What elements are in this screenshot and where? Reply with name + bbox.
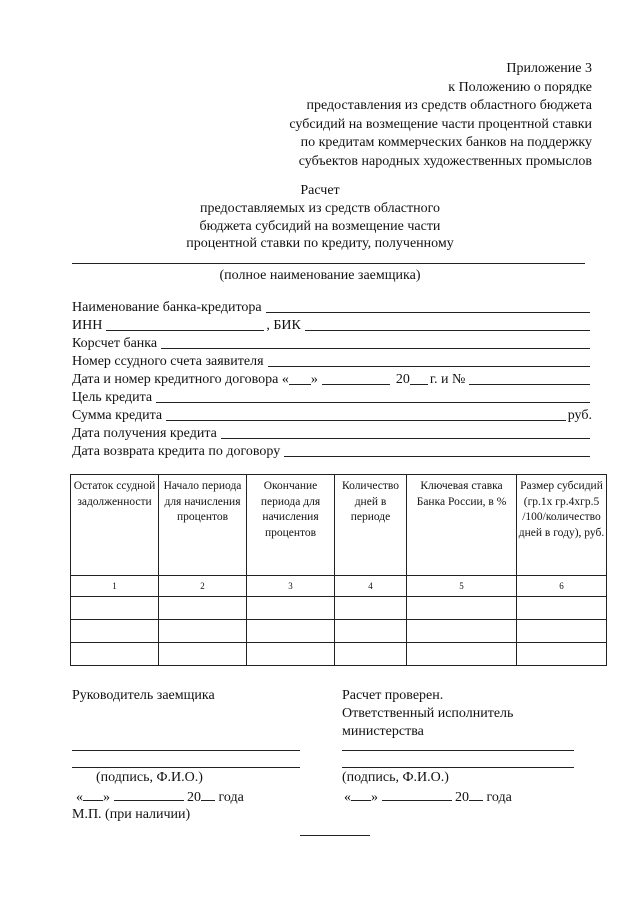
- received-date-input-line[interactable]: [221, 438, 590, 439]
- field-label: Корсчет банка: [72, 336, 158, 351]
- date-month-input-line[interactable]: [114, 788, 184, 801]
- field-received-date: [72, 424, 592, 442]
- column-header: Остаток ссудной задолженности: [71, 475, 159, 576]
- table-cell[interactable]: [71, 597, 159, 620]
- document-subtitle: [0, 200, 640, 253]
- field-label: Номер ссудного счета заявителя: [72, 354, 264, 369]
- contract-number-input-line[interactable]: [469, 384, 590, 385]
- date-quote: »: [371, 790, 378, 805]
- column-header: Окончание периода для начисления процентов: [247, 475, 335, 576]
- korschet-input-line[interactable]: [161, 348, 590, 349]
- document-title: Расчет: [300, 183, 340, 198]
- ministry-signature-caption: (подпись, Ф.И.О.): [342, 770, 449, 785]
- year-suffix: года: [486, 790, 512, 805]
- date-year-input-line[interactable]: [201, 788, 215, 801]
- table-cell[interactable]: [247, 620, 335, 643]
- year-suffix: года: [218, 790, 244, 805]
- year-prefix: 20: [455, 790, 469, 805]
- field-korschet: [72, 334, 592, 352]
- executor-title: Ответственный исполнитель: [342, 706, 514, 721]
- stamp-note: М.П. (при наличии): [72, 807, 191, 822]
- borrower-signature-line[interactable]: [72, 750, 300, 751]
- borrower-date: [76, 788, 244, 807]
- loan-account-input-line[interactable]: [268, 366, 590, 367]
- contract-day-input-line[interactable]: [289, 384, 311, 385]
- footer-divider: [300, 835, 370, 836]
- field-purpose: [72, 388, 592, 406]
- borrower-name-caption: (полное наименование заемщика): [219, 268, 421, 283]
- header-line: по кредитам коммерческих банков на поддержку: [300, 135, 592, 151]
- bik-input-line[interactable]: [305, 330, 590, 331]
- field-amount: [72, 406, 592, 424]
- table-cell[interactable]: [335, 597, 407, 620]
- date-quote: «: [344, 790, 351, 805]
- date-year-input-line[interactable]: [469, 788, 483, 801]
- column-number: 1: [71, 576, 159, 597]
- table-cell[interactable]: [247, 597, 335, 620]
- table-cell[interactable]: [159, 620, 247, 643]
- date-quote: »: [103, 790, 110, 805]
- table-cell[interactable]: [517, 643, 607, 666]
- subtitle-line: бюджета субсидий на возмещение части: [199, 218, 441, 234]
- table-cell[interactable]: [407, 643, 517, 666]
- table-cell[interactable]: [407, 620, 517, 643]
- column-header: Ключевая ставка Банка России, в %: [407, 475, 517, 576]
- field-label: Дата получения кредита: [72, 426, 217, 441]
- date-quote: «: [76, 790, 83, 805]
- field-label: Наименование банка-кредитора: [72, 300, 262, 315]
- ministry-signature-line-2[interactable]: [342, 767, 574, 768]
- column-number: 5: [407, 576, 517, 597]
- field-label: Цель кредита: [72, 390, 153, 405]
- table-cell[interactable]: [247, 643, 335, 666]
- field-label: »: [310, 372, 318, 387]
- field-inn-bik: [72, 316, 592, 334]
- column-number-row: [71, 576, 607, 597]
- date-day-input-line[interactable]: [83, 788, 103, 801]
- subtitle-line: предоставляемых из средств областного: [199, 201, 441, 216]
- contract-month-input-line[interactable]: [322, 384, 390, 385]
- ministry-date: [344, 788, 512, 807]
- header-line: субсидий на возмещение части процентной ставки: [289, 116, 592, 132]
- table-cell[interactable]: [159, 597, 247, 620]
- loan-details-fields: [72, 298, 592, 460]
- year-prefix: 20: [187, 790, 201, 805]
- date-day-input-line[interactable]: [351, 788, 371, 801]
- field-return-date: [72, 442, 592, 460]
- column-number: 4: [335, 576, 407, 597]
- table-cell[interactable]: [517, 597, 607, 620]
- contract-year-input-line[interactable]: [410, 384, 428, 385]
- borrower-name-line[interactable]: [72, 263, 585, 264]
- table-cell[interactable]: [71, 643, 159, 666]
- subsidy-calculation-table: [70, 474, 607, 666]
- ministry-signature-line[interactable]: [342, 750, 574, 751]
- table-cell[interactable]: [335, 643, 407, 666]
- table-cell[interactable]: [159, 643, 247, 666]
- field-bank-name: [72, 298, 592, 316]
- column-number: 2: [159, 576, 247, 597]
- header-line: к Положению о порядке: [448, 79, 592, 95]
- borrower-head-title: Руководитель заемщика: [72, 688, 215, 703]
- header-line: субъектов народных художественных промыслов: [298, 153, 592, 169]
- column-number: 3: [247, 576, 335, 597]
- field-label: г. и №: [429, 372, 466, 387]
- appendix-header: [289, 60, 592, 172]
- column-header: Размер субсидий (гр.1х гр.4хгр.5 /100/количество дней в году), руб.: [517, 475, 607, 576]
- ministry-title: министерства: [342, 724, 424, 739]
- ministry-signature-block: [342, 687, 513, 741]
- return-date-input-line[interactable]: [284, 456, 590, 457]
- column-number: 6: [517, 576, 607, 597]
- field-label: ИНН: [72, 318, 103, 333]
- field-label: 20: [395, 372, 410, 387]
- borrower-signature-block: [72, 687, 215, 705]
- table-cell[interactable]: [335, 620, 407, 643]
- table-row: [71, 643, 607, 666]
- field-contract: [72, 370, 592, 388]
- bank-name-input-line[interactable]: [266, 312, 590, 313]
- table-row: [71, 620, 607, 643]
- column-header: Начало периода для начисления процентов: [159, 475, 247, 576]
- date-month-input-line[interactable]: [382, 788, 452, 801]
- table-cell[interactable]: [517, 620, 607, 643]
- header-line: Приложение 3: [506, 61, 592, 76]
- table-cell[interactable]: [407, 597, 517, 620]
- checked-title: Расчет проверен.: [342, 688, 444, 703]
- currency-label: руб.: [567, 408, 592, 423]
- field-label: Дата возврата кредита по договору: [72, 444, 281, 459]
- borrower-signature-line-2[interactable]: [72, 767, 300, 768]
- field-label: Дата и номер кредитного договора «: [72, 372, 289, 387]
- amount-input-line[interactable]: [166, 420, 566, 421]
- subtitle-line: процентной ставки по кредиту, полученному: [186, 236, 454, 251]
- table-header-row: [71, 475, 607, 576]
- table-row: [71, 597, 607, 620]
- borrower-signature-caption: (подпись, Ф.И.О.): [96, 770, 203, 785]
- field-label: , БИК: [266, 318, 301, 333]
- table-cell[interactable]: [71, 620, 159, 643]
- inn-input-line[interactable]: [106, 330, 264, 331]
- column-header: Количество дней в периоде: [335, 475, 407, 576]
- purpose-input-line[interactable]: [156, 402, 590, 403]
- header-line: предоставления из средств областного бюджета: [306, 98, 592, 114]
- field-loan-account: [72, 352, 592, 370]
- field-label: Сумма кредита: [72, 408, 163, 423]
